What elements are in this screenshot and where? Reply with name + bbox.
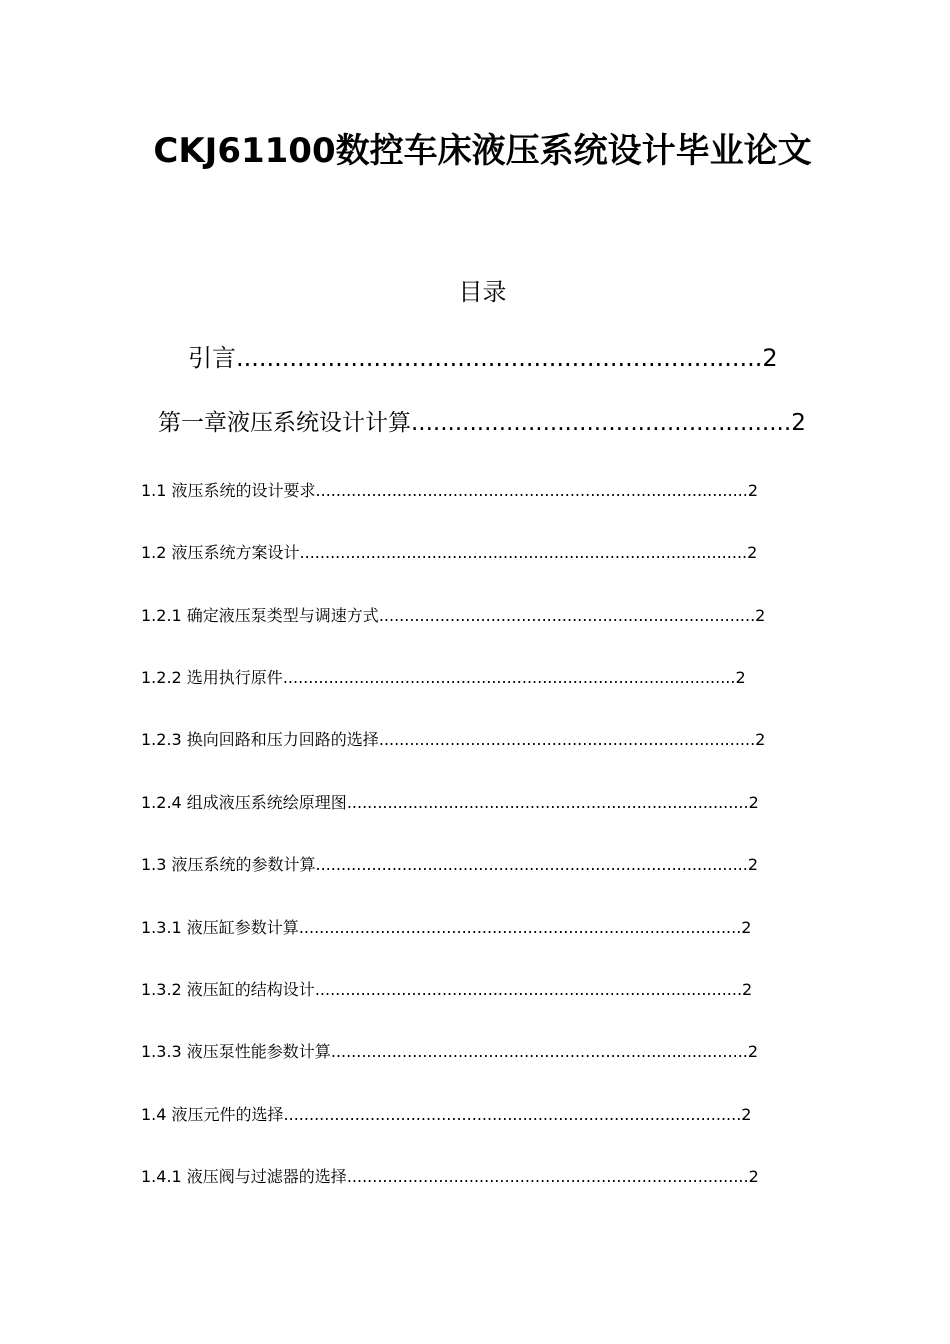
- toc-entry-page: 2: [742, 980, 753, 999]
- toc-entry-page: 2: [747, 1042, 759, 1061]
- toc-leader-dots: ..........................................................................: [378, 606, 756, 625]
- toc-leader-dots: ....................................................: [411, 410, 792, 436]
- toc-entry-label: 1.1 液压系统的设计要求: [141, 481, 316, 500]
- toc-entry-label: 1.2.2 选用执行原件: [141, 668, 283, 687]
- toc-entry-page: 2: [741, 1105, 752, 1124]
- toc-leader-dots: .....................................................................................: [315, 855, 748, 874]
- toc-entry-page: 2: [735, 668, 746, 687]
- toc-leader-dots: ..........................................................................: [378, 730, 756, 749]
- toc-leader-dots: ....................................................................................: [314, 980, 743, 999]
- toc-entry-page: 2: [762, 344, 778, 372]
- toc-entry-label: 1.4 液压元件的选择: [141, 1105, 284, 1124]
- toc-entry-label: 1.3.3 液压泵性能参数计算: [141, 1042, 331, 1061]
- toc-leader-dots: ..........................................................................................: [283, 1105, 742, 1124]
- toc-entry-label: 第一章液压系统设计计算: [158, 410, 411, 436]
- toc-leader-dots: ..................................................................................: [330, 1042, 748, 1061]
- toc-entry[interactable]: [141, 481, 764, 500]
- toc-entry[interactable]: [141, 918, 754, 937]
- toc-entry-page: 2: [748, 793, 759, 812]
- toc-entry-page: 2: [741, 918, 752, 937]
- toc-leader-dots: ...............................................................................: [346, 1167, 749, 1186]
- toc-entry-page: 2: [755, 606, 766, 625]
- toc-entry[interactable]: [188, 344, 780, 373]
- toc-entry[interactable]: [141, 1042, 762, 1061]
- toc-leader-dots: ........................................................................................: [299, 543, 748, 562]
- toc-entry[interactable]: [141, 730, 772, 749]
- document-title: CKJ61100数控车床液压系统设计毕业论文: [153, 131, 812, 171]
- toc-entry-page: 2: [747, 543, 758, 562]
- toc-leader-dots: ...............................................................................: [346, 793, 749, 812]
- toc-entry-page: 2: [755, 730, 766, 749]
- toc-entry[interactable]: [141, 668, 750, 687]
- toc-entry-label: 1.3 液压系统的参数计算: [141, 855, 316, 874]
- toc-entry-label: 1.2.1 确定液压泵类型与调速方式: [141, 606, 379, 625]
- toc-entry[interactable]: [141, 1167, 765, 1186]
- toc-leader-dots: .....................................................................................: [315, 481, 748, 500]
- toc-entry-page: 2: [747, 481, 759, 500]
- toc-leader-dots: .....................................................................: [236, 344, 763, 372]
- toc-entry-page: 2: [747, 855, 759, 874]
- toc-entry-label: 1.3.2 液压缸的结构设计: [141, 980, 315, 999]
- toc-entry[interactable]: [158, 410, 808, 438]
- toc-entry-label: 1.3.1 液压缸参数计算: [141, 918, 299, 937]
- toc-entry[interactable]: [141, 980, 758, 999]
- toc-entry-page: 2: [791, 410, 806, 436]
- toc-entry-label: 1.2.4 组成液压系统绘原理图: [141, 793, 347, 812]
- toc-entry[interactable]: [141, 793, 764, 812]
- toc-entry[interactable]: [141, 606, 772, 625]
- toc-leader-dots: .........................................................................................: [282, 668, 736, 687]
- toc-entry-label: 1.4.1 液压阀与过滤器的选择: [141, 1167, 347, 1186]
- toc-entry[interactable]: [141, 543, 761, 562]
- toc-leader-dots: .......................................................................................: [298, 918, 742, 937]
- toc-entry-label: 1.2 液压系统方案设计: [141, 543, 300, 562]
- toc-heading: 目录: [458, 278, 507, 306]
- toc-entry[interactable]: [141, 855, 764, 874]
- toc-entry-label: 引言: [188, 344, 236, 372]
- toc-entry[interactable]: [141, 1105, 758, 1124]
- toc-entry-page: 2: [748, 1167, 759, 1186]
- toc-entry-label: 1.2.3 换向回路和压力回路的选择: [141, 730, 379, 749]
